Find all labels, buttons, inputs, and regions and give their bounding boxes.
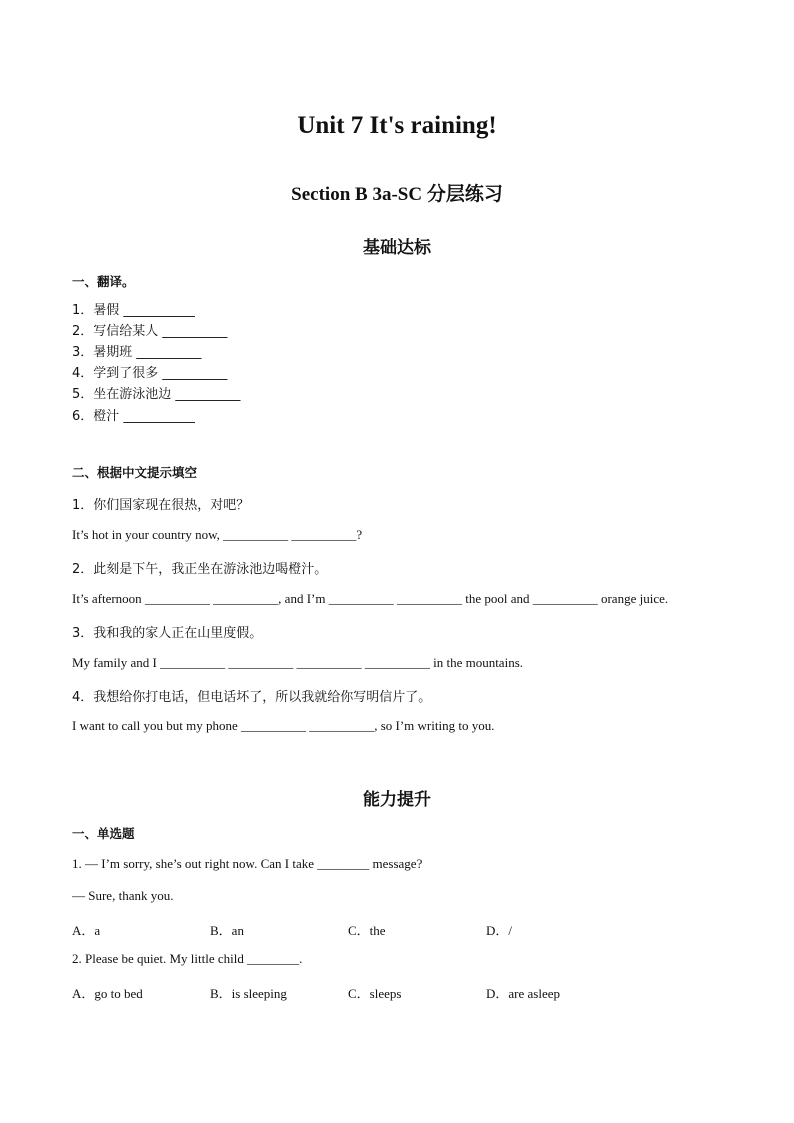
choice-option: C．sleeps bbox=[348, 986, 402, 1001]
fill-question-cn: 4．我想给你打电话，但电话坏了，所以我就给你写明信片了。 bbox=[72, 690, 432, 705]
fill-question-en: It’s afternoon __________ __________, and I’m __________ __________ the pool and __________ orange juice. bbox=[72, 591, 669, 606]
translate-item: 5．坐在游泳池边 __________ bbox=[72, 387, 241, 402]
section-title-choice: 一、单选题 bbox=[72, 826, 135, 841]
fill-question-cn: 2．此刻是下午，我正坐在游泳池边喝橙汁。 bbox=[72, 562, 328, 577]
translate-item: 1．暑假 ___________ bbox=[72, 303, 195, 318]
page-title: Unit 7 It's raining! bbox=[297, 112, 497, 139]
translate-item: 2．写信给某人 __________ bbox=[72, 324, 228, 339]
level-heading-basic: 基础达标 bbox=[363, 238, 431, 258]
fill-question-en: It’s hot in your country now, __________ __________? bbox=[72, 527, 363, 542]
fill-question-en: I want to call you but my phone __________ __________, so I’m writing to you. bbox=[72, 718, 495, 733]
translate-item: 4．学到了很多 __________ bbox=[72, 366, 228, 381]
fill-question-cn: 3．我和我的家人正在山里度假。 bbox=[72, 626, 263, 641]
choice-option: A．a bbox=[72, 923, 101, 938]
translate-item: 6．橙汁 ___________ bbox=[72, 409, 195, 424]
choice-option: A．go to bed bbox=[72, 986, 143, 1001]
choice-question-line: 1. — I’m sorry, she’s out right now. Can I take ________ message? bbox=[72, 856, 423, 871]
level-heading-advanced: 能力提升 bbox=[363, 790, 431, 810]
choice-question-line: 2. Please be quiet. My little child ________. bbox=[72, 951, 303, 966]
translate-item: 3．暑期班 __________ bbox=[72, 345, 202, 360]
section-title-translate: 一、翻译。 bbox=[72, 274, 135, 289]
choice-option: C．the bbox=[348, 923, 386, 938]
choice-option: B．an bbox=[210, 923, 244, 938]
fill-question-cn: 1．你们国家现在很热，对吧？ bbox=[72, 498, 250, 513]
choice-question-line: — Sure, thank you. bbox=[72, 888, 174, 903]
choice-option: B．is sleeping bbox=[210, 986, 287, 1001]
choice-option: D．/ bbox=[486, 923, 513, 938]
choice-option: D．are asleep bbox=[486, 986, 560, 1001]
section-title-fill-blank: 二、根据中文提示填空 bbox=[72, 465, 198, 480]
page-subtitle: Section B 3a-SC 分层练习 bbox=[291, 184, 503, 205]
fill-question-en: My family and I __________ __________ __________ __________ in the mountains. bbox=[72, 655, 524, 670]
